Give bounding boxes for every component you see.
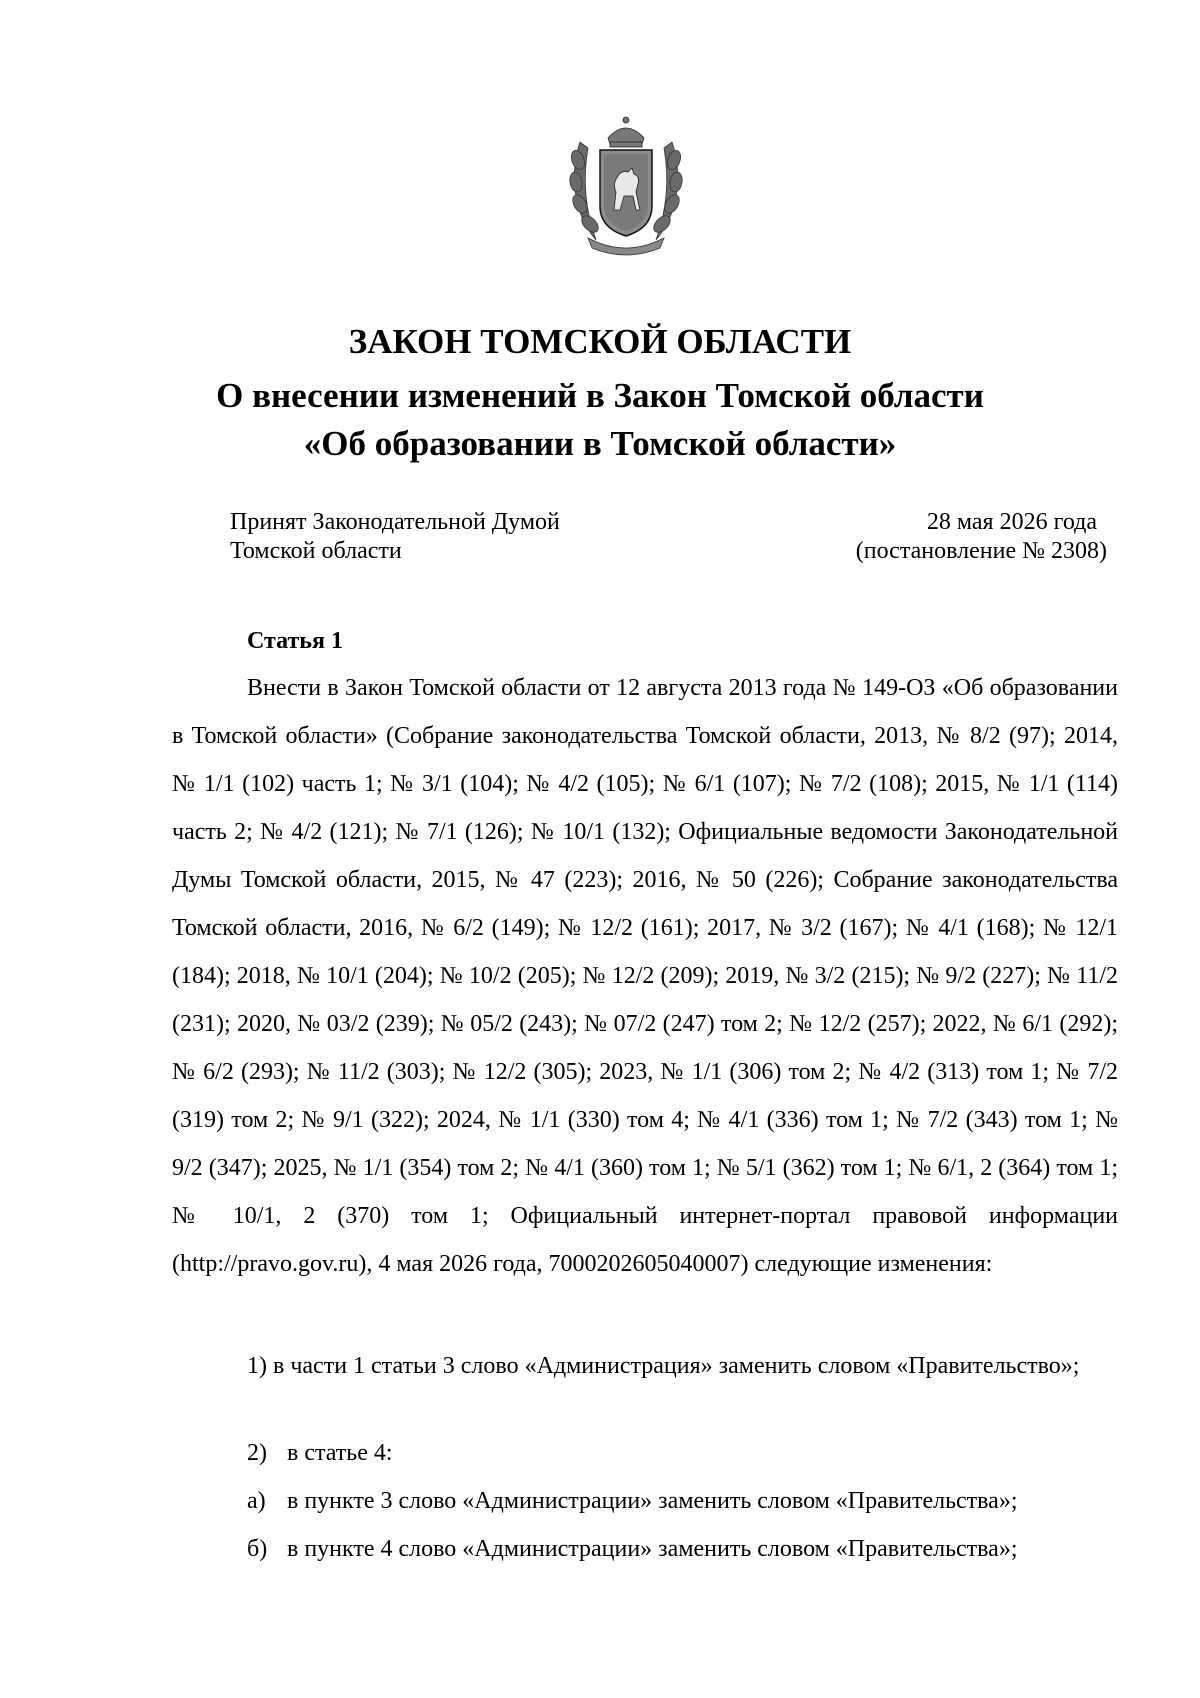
item-marker: б) xyxy=(247,1536,268,1562)
law-subtitle-line2: «Об образовании в Томской области» xyxy=(303,424,897,463)
adopted-by-line1: Принят Законодательной Думой xyxy=(230,509,560,535)
resolution-number: (постановление № 2308) xyxy=(855,538,1107,564)
amendment-item-1: 1) в части 1 статьи 3 слово «Администрация» заменить словом «Правительство»; xyxy=(247,1353,1080,1379)
adoption-date: 28 мая 2026 года xyxy=(926,509,1097,535)
adoption-date-block xyxy=(856,508,1107,566)
adopted-by-line2: Томской области xyxy=(230,538,402,564)
coat-of-arms-icon xyxy=(566,112,686,260)
adopted-by xyxy=(230,508,560,566)
law-title: ЗАКОН ТОМСКОЙ ОБЛАСТИ xyxy=(348,322,852,361)
amendment-subitem-b xyxy=(247,1534,1018,1564)
amendment-item-2 xyxy=(247,1438,393,1468)
item-marker: а) xyxy=(247,1488,266,1514)
item-marker: 2) xyxy=(247,1440,267,1466)
law-subtitle-line1: О внесении изменений в Закон Томской области xyxy=(216,376,984,415)
item-text: в пункте 3 слово «Администрации» заменить словом «Правительства»; xyxy=(287,1488,1018,1514)
article-intro-paragraph: Внести в Закон Томской области от 12 августа 2013 года № 149-ОЗ «Об образовании в Томской области» (Собрание законодательства Томской области, 2013, № 8/2 (97); 2014, № 1/1 (102) часть 1; № 3/1 (104); № 4/2 (105); № 6/1 (107); № 7/2 (108); 2015, № 1/1 (114) часть 2; № 4/2 (121); № 7/1 (126); № 10/1 (132); Официальные ведомости Законодательной Думы Томской области, 2015, № 47 (223); 2016, № 50 (226); Собрание законодательства Томской области, 2016, № 6/2 (149); № 12/2 (161); 2017, № 3/2 (167); № 4/1 (168); № 12/1 (184); 2018, № 10/1 (204); № 10/2 (205); № 12/2 (209); 2019, № 3/2 (215); № 9/2 (227); № 11/2 (231); 2020, № 03/2 (239); № 05/2 (243); № 07/2 (247) том 2; № 12/2 (257); 2022, № 6/1 (292); № 6/2 (293); № 11/2 (303); № 12/2 (305); 2023, № 1/1 (306) том 2; № 4/2 (313) том 1; № 7/2 (319) том 2; № 9/1 (322); 2024, № 1/1 (330) том 4; № 4/1 (336) том 1; № 7/2 (343) том 1; № 9/2 (347); 2025, № 1/1 (354) том 2; № 4/1 (360) том 1; № 5/1 (362) том 1; № 6/1, 2 (364) том 1; № 10/1, 2 (370) том 1; Официальный интернет-портал правовой информации (http://pravo.gov.ru), 4 мая 2026 года, 7000202605040007) следующие изменения: xyxy=(172,675,1118,1277)
amendment-subitem-a xyxy=(247,1486,1018,1516)
item-text: в пункте 4 слово «Администрации» заменить словом «Правительства»; xyxy=(287,1536,1018,1562)
item-text: в статье 4: xyxy=(287,1440,393,1466)
article-heading: Статья 1 xyxy=(247,628,343,654)
